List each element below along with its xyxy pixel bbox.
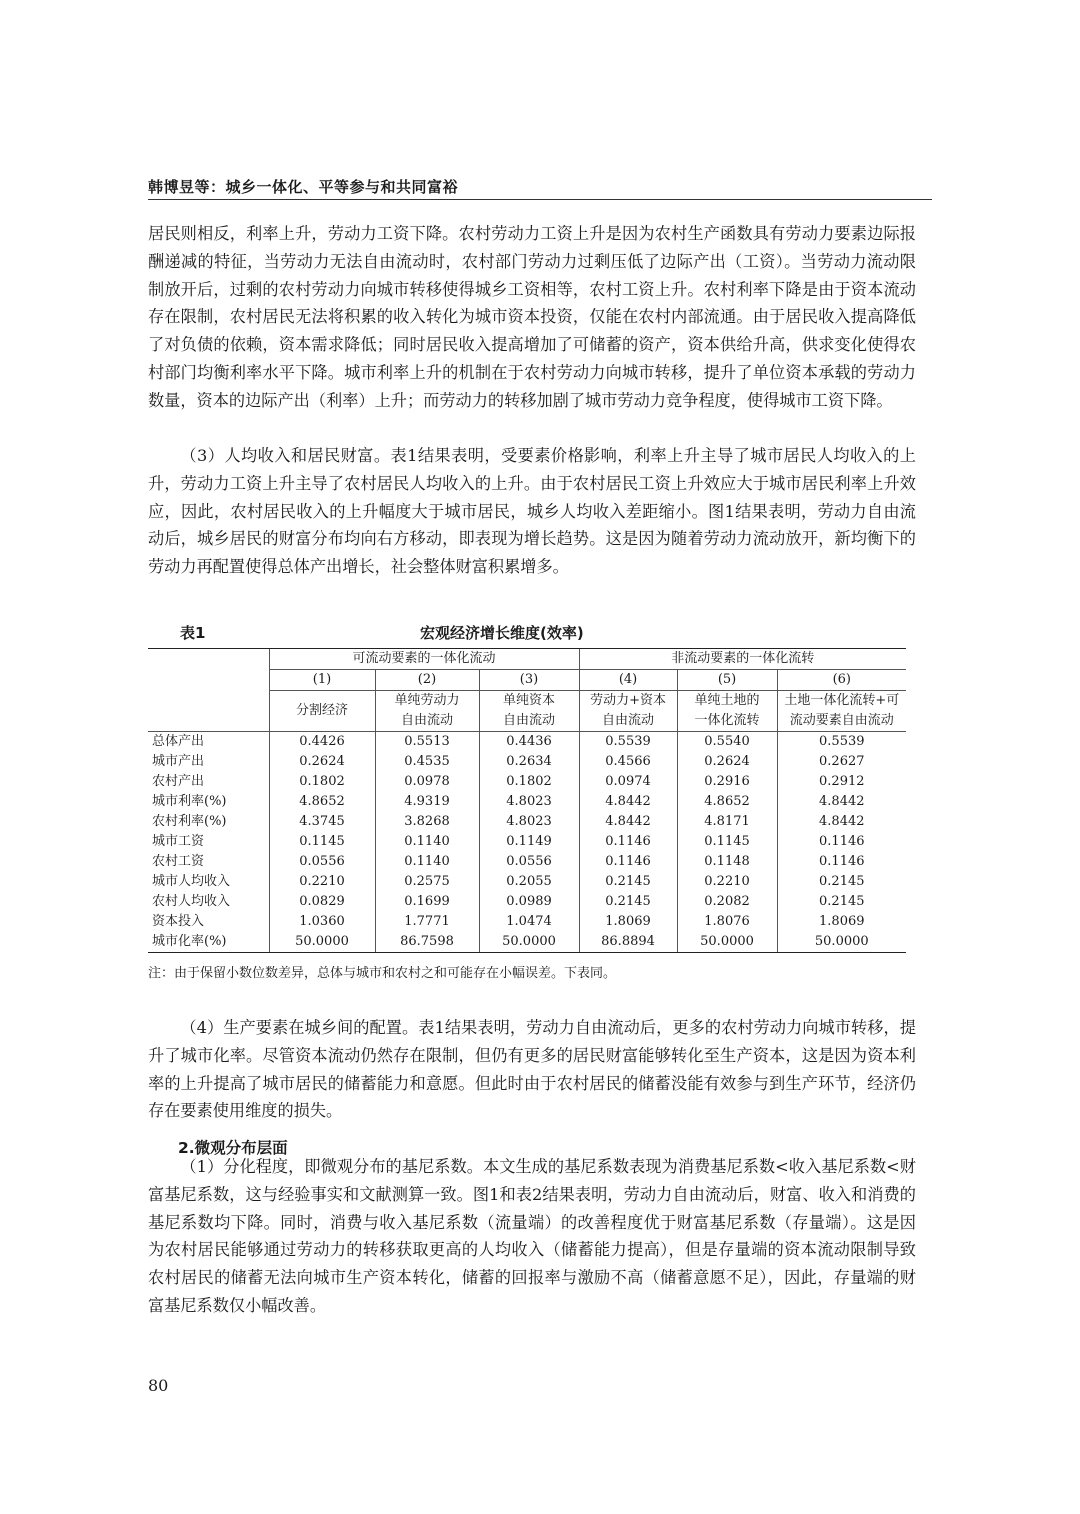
table-cell: 0.1802: [479, 772, 579, 792]
table-cell: 0.5540: [677, 732, 777, 753]
col-num: (5): [677, 670, 777, 691]
paragraph-factor-allocation: （4）生产要素在城乡间的配置。表1结果表明，劳动力自由流动后，更多的农村劳动力向城市转移，提升了城市化率。尽管资本流动仍然存在限制，但仍有更多的居民财富能够转化至生产资本，这是因为资本利率的上升提高了城市居民的储蓄能力和意愿。但此时由于农村居民的储蓄没能有效参与到生产环节，经济仍存在要素使用维度的损失。: [148, 1018, 916, 1121]
table-cell: 1.0474: [479, 912, 579, 932]
table-row: [148, 752, 906, 772]
row-label: 总体产出: [152, 734, 205, 749]
table-cell: 0.2145: [579, 892, 677, 912]
row-label: 城市化率(%): [148, 932, 269, 953]
table-cell: 4.8442: [777, 812, 906, 832]
table-cell: 0.2575: [375, 872, 479, 892]
header-rule: [148, 199, 932, 200]
table-cell: 0.2210: [269, 872, 375, 892]
table-cell: 4.8442: [579, 792, 677, 812]
row-label: 资本投入: [152, 914, 205, 929]
table-cell: 0.1148: [677, 852, 777, 872]
table-cell: 0.0556: [269, 852, 375, 872]
paragraph-income-wealth: （3）人均收入和居民财富。表1结果表明，受要素价格影响，利率上升主导了城市居民人均收入的上升，劳动力工资上升主导了农村居民人均收入的上升。由于农村居民工资上升效应大于城市居民利率上升效应，因此，农村居民收入的上升幅度大于城市居民，城乡人均收入差距缩小。图1结果表明，劳动力自由流动后，城乡居民的财富分布均向右方移动，即表现为增长趋势。这是因为随着劳动力流动放开，新均衡下的劳动力再配置使得总体产出增长，社会整体财富积累增多。: [148, 446, 916, 577]
paragraph-factor-prices: 居民则相反，利率上升，劳动力工资下降。农村劳动力工资上升是因为农村生产函数具有劳动力要素边际报酬递减的特征，当劳动力无法自由流动时，农村部门劳动力过剩压低了边际产出（工资）。当劳动力流动限制放开后，过剩的农村劳动力向城市转移使得城乡工资相等，农村工资上升。农村利率下降是由于资本流动存在限制，农村居民无法将积累的收入转化为城市资本投资，仅能在农村内部流通。由于居民收入提高降低了对负债的依赖，资本需求降低；同时居民收入提高增加了可储蓄的资产，资本供给升高，供求变化使得农村部门均衡利率水平下降。城市利率上升的机制在于农村劳动力向城市转移，提升了单位资本承载的劳动力数量，资本的边际产出（利率）上升；而劳动力的转移加剧了城市劳动力竞争程度，使得城市工资下降。: [148, 224, 916, 410]
table-cell: 0.2055: [479, 872, 579, 892]
table-cell: 0.2634: [479, 752, 579, 772]
table-cell: 0.4436: [479, 732, 579, 753]
col-head: 分割经济: [269, 691, 375, 732]
col-head: 一体化流转: [677, 711, 777, 732]
table-cell: 0.1699: [375, 892, 479, 912]
table-cell: 4.8023: [479, 792, 579, 812]
table-corner: [148, 649, 269, 670]
table-cell: 0.1146: [579, 832, 677, 852]
macro-growth-table: [148, 648, 906, 953]
row-label: 城市人均收入: [152, 874, 231, 889]
row-label: 农村工资: [152, 854, 205, 869]
table-cell: 4.8442: [579, 812, 677, 832]
table-cell: 86.8894: [579, 932, 677, 953]
table-cell: 0.5539: [777, 732, 906, 753]
table-cell: 0.1149: [479, 832, 579, 852]
col-num: (3): [479, 670, 579, 691]
table-row: [148, 772, 906, 792]
table-cell: 0.2624: [269, 752, 375, 772]
table-cell: 0.5513: [375, 732, 479, 753]
table-row: [148, 912, 906, 932]
group-header-mobile: 可流动要素的一体化流动: [269, 649, 579, 670]
col-head: 土地一体化流转+可: [777, 691, 906, 712]
table-row: [148, 872, 906, 892]
table-cell: 50.0000: [777, 932, 906, 953]
table-cell: 1.8069: [579, 912, 677, 932]
table-cell: 0.1146: [777, 852, 906, 872]
table-cell: 0.2145: [777, 872, 906, 892]
table-cell: 0.0556: [479, 852, 579, 872]
table-cell: 50.0000: [677, 932, 777, 953]
table-cell: 0.2145: [777, 892, 906, 912]
table-cell: 4.8442: [777, 792, 906, 812]
col-num: (4): [579, 670, 677, 691]
table-title: 宏观经济增长维度(效率): [420, 624, 584, 642]
table-cell: 0.2082: [677, 892, 777, 912]
col-num: (2): [375, 670, 479, 691]
row-label: 城市产出: [152, 754, 205, 769]
table-cell: 0.1145: [269, 832, 375, 852]
table-label: 表1: [180, 624, 206, 642]
table-cell: 0.4535: [375, 752, 479, 772]
table-cell: 0.1146: [777, 832, 906, 852]
table-cell: 0.0978: [375, 772, 479, 792]
row-label: 农村产出: [152, 774, 205, 789]
table-group-header-row: [148, 649, 906, 670]
row-label: 城市利率(%): [152, 794, 227, 809]
row-label: 农村利率(%): [152, 814, 227, 829]
table-row: [148, 792, 906, 812]
table-cell: 0.0974: [579, 772, 677, 792]
table-cell: 1.7771: [375, 912, 479, 932]
col-head: 单纯劳动力: [375, 691, 479, 712]
row-label: 城市工资: [152, 834, 205, 849]
table-cell: 0.1140: [375, 832, 479, 852]
col-head: 自由流动: [579, 711, 677, 732]
table-cell: 0.2912: [777, 772, 906, 792]
table-row: [148, 732, 906, 753]
table-row: [148, 852, 906, 872]
table-row: [148, 892, 906, 912]
table-cell: 4.8652: [677, 792, 777, 812]
table-colnum-row: [148, 670, 906, 691]
table-cell: 4.9319: [375, 792, 479, 812]
table-cell: 50.0000: [479, 932, 579, 953]
group-header-immobile: 非流动要素的一体化流转: [579, 649, 906, 670]
table-cell: 1.0360: [269, 912, 375, 932]
table-cell: 4.8171: [677, 812, 777, 832]
table-row: [148, 832, 906, 852]
col-head: 自由流动: [479, 711, 579, 732]
table-colhead-row-1: [148, 691, 906, 712]
table-body: [148, 732, 906, 953]
table-cell: 0.2210: [677, 872, 777, 892]
table-cell: 0.4566: [579, 752, 677, 772]
row-label: 农村人均收入: [152, 894, 231, 909]
table-note: 注：由于保留小数位数差异，总体与城市和农村之和可能存在小幅误差。下表同。: [148, 966, 617, 981]
table-cell: 1.8069: [777, 912, 906, 932]
table-cell: 0.1146: [579, 852, 677, 872]
col-head: 流动要素自由流动: [777, 711, 906, 732]
table-cell: 4.8023: [479, 812, 579, 832]
table-cell: 0.2916: [677, 772, 777, 792]
paragraph-gini: （1）分化程度，即微观分布的基尼系数。本文生成的基尼系数表现为消费基尼系数<收入基尼系数<财富基尼系数，这与经验事实和文献测算一致。图1和表2结果表明，劳动力自由流动后，财富、收入和消费的基尼系数均下降。同时，消费与收入基尼系数（流量端）的改善程度优于财富基尼系数（存量端）。这是因为农村居民能够通过劳动力的转移获取更高的人均收入（储蓄能力提高），但是存量端的资本流动限制导致农村居民的储蓄无法向城市生产资本转化，储蓄的回报率与激励不高（储蓄意愿不足），因此，存量端的财富基尼系数仅小幅改善。: [148, 1157, 916, 1315]
col-head: 单纯土地的: [677, 691, 777, 712]
table-cell: 3.8268: [375, 812, 479, 832]
col-num: (6): [777, 670, 906, 691]
table-cell: 0.5539: [579, 732, 677, 753]
col-head: 单纯资本: [479, 691, 579, 712]
table-cell: 0.2624: [677, 752, 777, 772]
table-cell: 0.1145: [677, 832, 777, 852]
table-cell: 0.2627: [777, 752, 906, 772]
table-cell: 1.8076: [677, 912, 777, 932]
table-cell: 4.8652: [269, 792, 375, 812]
table-row: [148, 812, 906, 832]
table-cell: 0.0829: [269, 892, 375, 912]
table-cell: 50.0000: [269, 932, 375, 953]
table-cell: 86.7598: [375, 932, 479, 953]
col-num: (1): [269, 670, 375, 691]
table-cell: 0.0989: [479, 892, 579, 912]
table-cell: 0.1802: [269, 772, 375, 792]
col-head: 自由流动: [375, 711, 479, 732]
running-head: 韩博昱等：城乡一体化、平等参与和共同富裕: [148, 178, 459, 196]
table-row: [148, 932, 906, 953]
table-cell: 0.1140: [375, 852, 479, 872]
table-cell: 0.2145: [579, 872, 677, 892]
page-number: 80: [148, 1376, 169, 1395]
section-heading-micro: 2.微观分布层面: [178, 1139, 288, 1157]
table-colhead-row-2: [148, 711, 906, 732]
col-head: 劳动力+资本: [579, 691, 677, 712]
table-cell: 4.3745: [269, 812, 375, 832]
table-cell: 0.4426: [269, 732, 375, 753]
